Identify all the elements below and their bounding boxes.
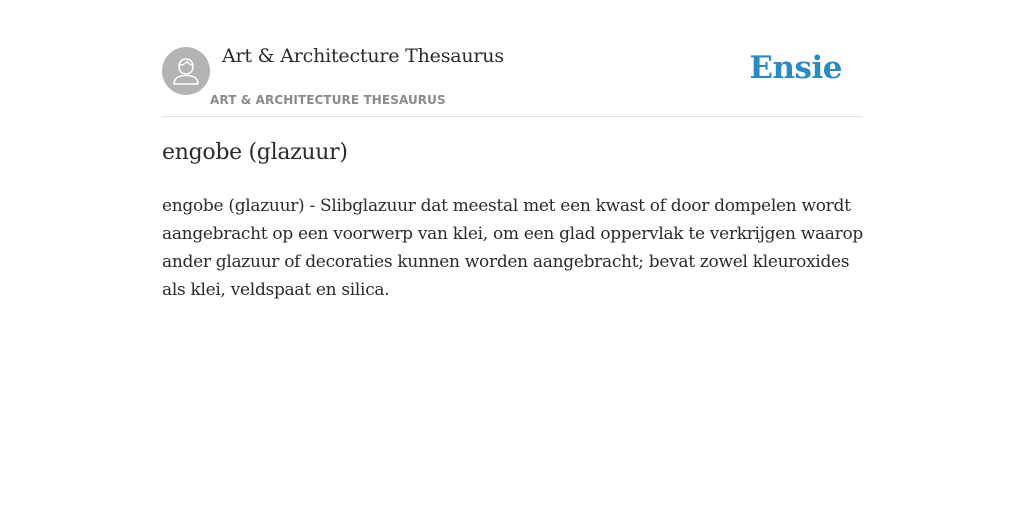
entry-title: engobe (glazuur) bbox=[162, 140, 348, 165]
brand-logo[interactable]: Ensie bbox=[749, 50, 842, 86]
entry-definition: engobe (glazuur) - Slibglazuur dat meestal met een kwast of door dompelen wordt aangebracht op een voorwerp van klei, om een glad oppervlak te verkrijgen waarop ander glazuur of decoraties kunnen worden aangebracht; bevat zowel kleuroxides als klei, veldspaat en silica. bbox=[162, 196, 863, 300]
source-subtitle: ART & ARCHITECTURE THESAURUS bbox=[210, 93, 446, 107]
user-silhouette-icon bbox=[162, 47, 210, 95]
avatar[interactable] bbox=[162, 47, 210, 95]
source-name[interactable]: Art & Architecture Thesaurus bbox=[222, 45, 504, 67]
header bbox=[162, 0, 862, 117]
